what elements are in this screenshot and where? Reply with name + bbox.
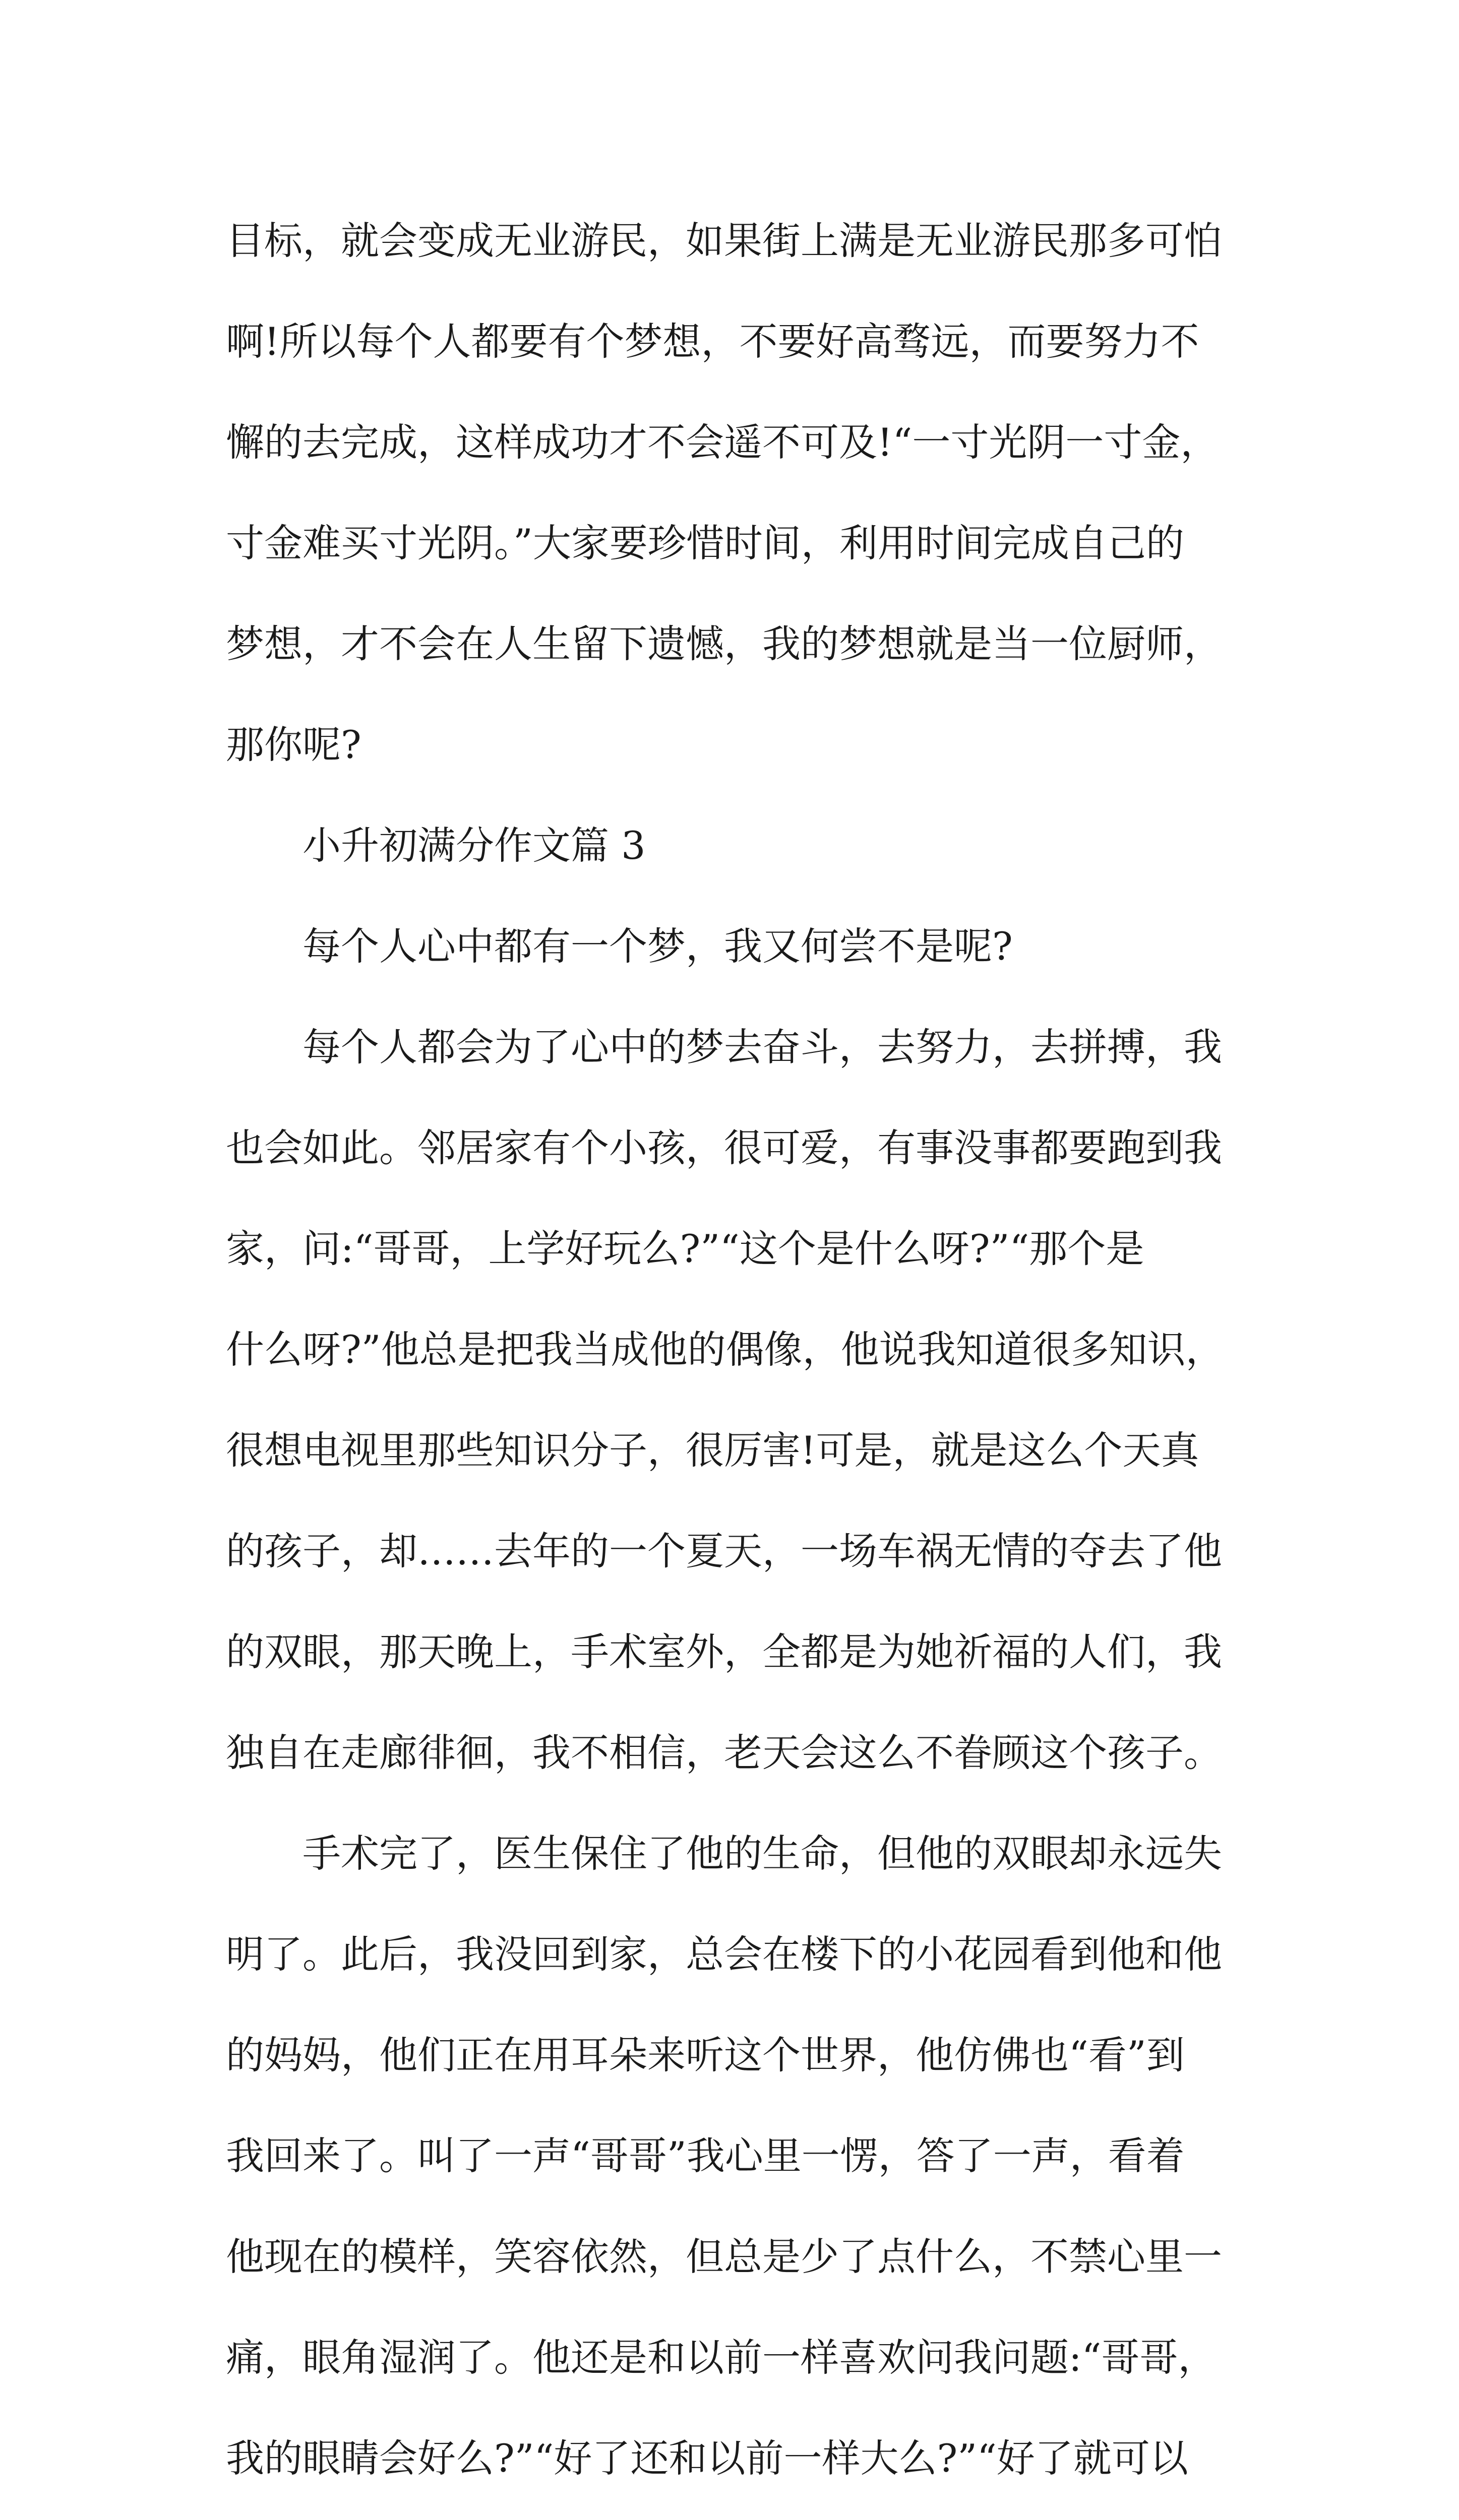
text-line: 独自在走廊徘徊，我不相信，老天会这么不眷顾这个孩子。 — [226, 1730, 1222, 1775]
text-line: 也会如此。邻居家有个小孩，很可爱，有事没事都要跑到我 — [226, 1125, 1222, 1170]
text-line: 的妈妈，他们正在用耳朵来听这个世界，他仿佛也“看”到 — [226, 2033, 1185, 2077]
text-line: 那你呢? — [226, 722, 361, 767]
text-line: 明了。此后，我没回到家，总会在楼下的小花园看到他和他 — [226, 1932, 1222, 1977]
text-line: 什么呀?”他总是把我当成他的偶像，他说我知道很多知识， — [226, 1327, 1224, 1372]
text-line: 寸金难买寸光阴。”大家要珍惜时间，利用时间完成自己的 — [226, 521, 1184, 565]
text-line: 我回来了。叫了一声“哥哥”我心里一愣，答了一声，看着 — [226, 2133, 1185, 2178]
text-line: 每个人心中都有一个梦，我又何尝不是呢? — [302, 924, 1013, 969]
text-line: 梦想，才不会在人生留下遗憾，我的梦想就是当一位厨师， — [226, 621, 1222, 666]
body-text — [226, 191, 1264, 2520]
text-line: 他现在的模样，笑容依然，但总是少了点什么，不禁心里一 — [226, 2234, 1222, 2279]
text-line — [226, 2509, 1264, 2520]
text-line: 每个人都会为了心中的梦去奋斗，去努力，去拼搏，我 — [302, 1025, 1222, 1069]
text-line: 的孩子，却……去年的一个夏天，一场车祸无情的夺去了他 — [226, 1529, 1222, 1573]
text-line: 痛，眼角湿润了。他还是和以前一样喜欢问我问题:“哥哥， — [226, 2335, 1217, 2380]
text-line: 啊!所以每个人都要有个梦想，不要好高骛远，而要努力不 — [226, 319, 1199, 364]
text-line: 小升初满分作文篇 3 — [302, 823, 646, 868]
text-line: 的双眼，那天晚上，手术室外，全都是为她祈福的人们，我 — [226, 1629, 1222, 1674]
text-line: 目标，就会变成无业游民，如果街上满是无业游民那多可怕 — [226, 218, 1222, 263]
text-line: 家，问:“哥哥，上学好玩么?”“这个是什么呀?”“那个是 — [226, 1226, 1144, 1271]
text-line: 我的眼睛会好么?”“好了还和以前一样大么?”“好了就可以 — [226, 2436, 1188, 2481]
text-line: 很想电视里那些知识分子，很厉害!可是，就是这么个天真 — [226, 1428, 1199, 1473]
text-line: 懈的去完成，这样成功才不会遥不可及!“一寸光阴一寸金， — [226, 420, 1219, 465]
text-line: 手术完了，医生保住了他的生命，但他的双眼却永远失 — [302, 1831, 1222, 1876]
